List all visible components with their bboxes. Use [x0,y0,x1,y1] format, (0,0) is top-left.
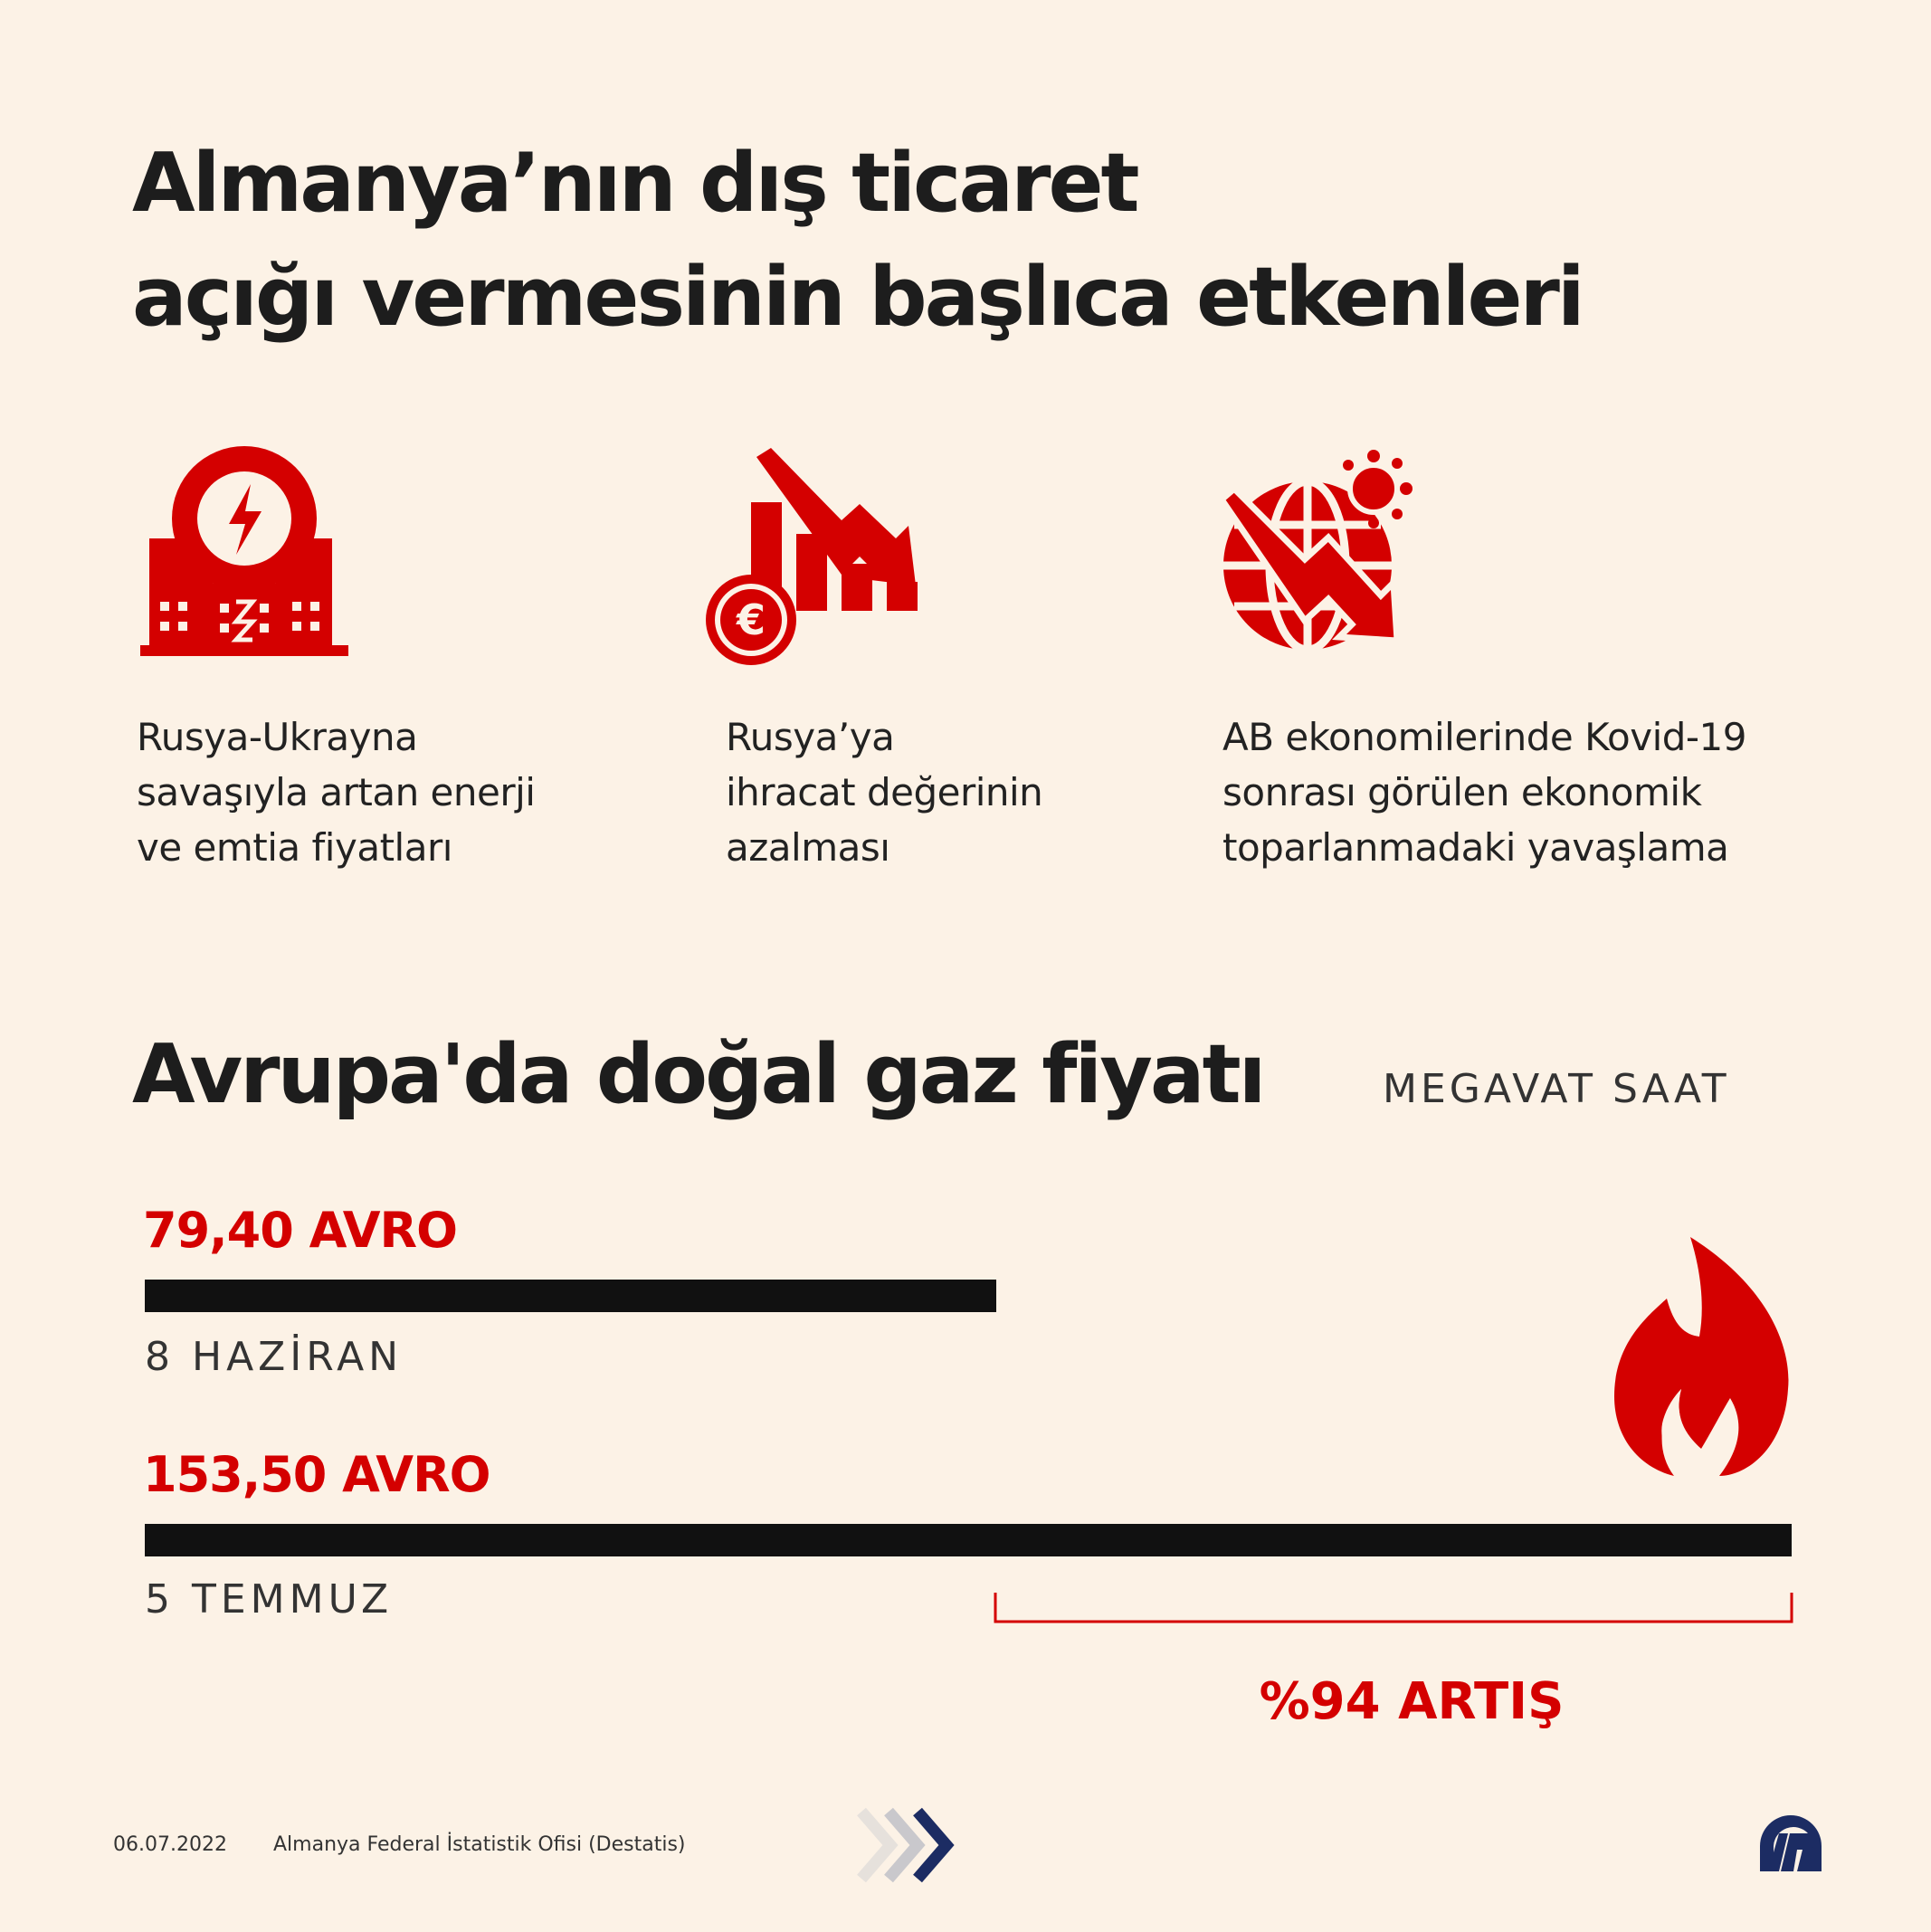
aa-logo-icon [1757,1813,1824,1873]
title-line-1: Almanya’nın dış ticaret [132,136,1137,231]
bar-2-category-label: 5 TEMMUZ [145,1576,394,1623]
factor-3-line-1: AB ekonomilerinde Kovid-19 [1222,715,1746,759]
euro-falling-chart-icon [706,448,923,665]
increase-bracket [986,1589,1801,1625]
factor-2-line-1: Rusya’ya [726,715,895,759]
factor-2-line-2: ihracat değerinin [726,770,1043,814]
title-line-2: açığı vermesinin başlıca etkenleri [132,250,1583,345]
factor-text-3 [1222,709,1746,875]
footer-source: Almanya Federal İstatistik Ofisi (Destatis) [273,1833,686,1856]
bar-2-value-label: 153,50 AVRO [143,1446,490,1503]
increase-annotation: %94 ARTIŞ [1259,1672,1565,1731]
chart-title: Avrupa'da doğal gaz fiyatı [132,1027,1264,1122]
factor-1-line-3: ve emtia fiyatları [137,825,452,870]
footer-date: 06.07.2022 [113,1833,227,1856]
globe-virus-decline-icon [1222,452,1416,652]
svg-text:€: € [736,595,766,644]
factor-1-line-1: Rusya-Ukrayna [137,715,418,759]
factor-3-line-2: sonrası görülen ekonomik [1222,770,1702,814]
bar-1-category-label: 8 HAZİRAN [145,1334,404,1380]
bar-2 [145,1524,1792,1556]
factor-2-line-3: azalması [726,825,890,870]
chart-unit: MEGAVAT SAAT [1383,1066,1730,1112]
factor-1-line-2: savaşıyla artan enerji [137,770,536,814]
factor-3-line-3: toparlanmadaki yavaşlama [1222,825,1729,870]
page-title [132,127,1761,355]
energy-buildings-icon [140,448,348,661]
flame-icon [1611,1235,1792,1480]
factor-text-1 [137,709,535,875]
bar-1 [145,1280,996,1312]
chevron-arrows-icon [858,1804,966,1886]
bar-1-value-label: 79,40 AVRO [143,1202,458,1259]
factor-text-2 [726,709,1042,875]
